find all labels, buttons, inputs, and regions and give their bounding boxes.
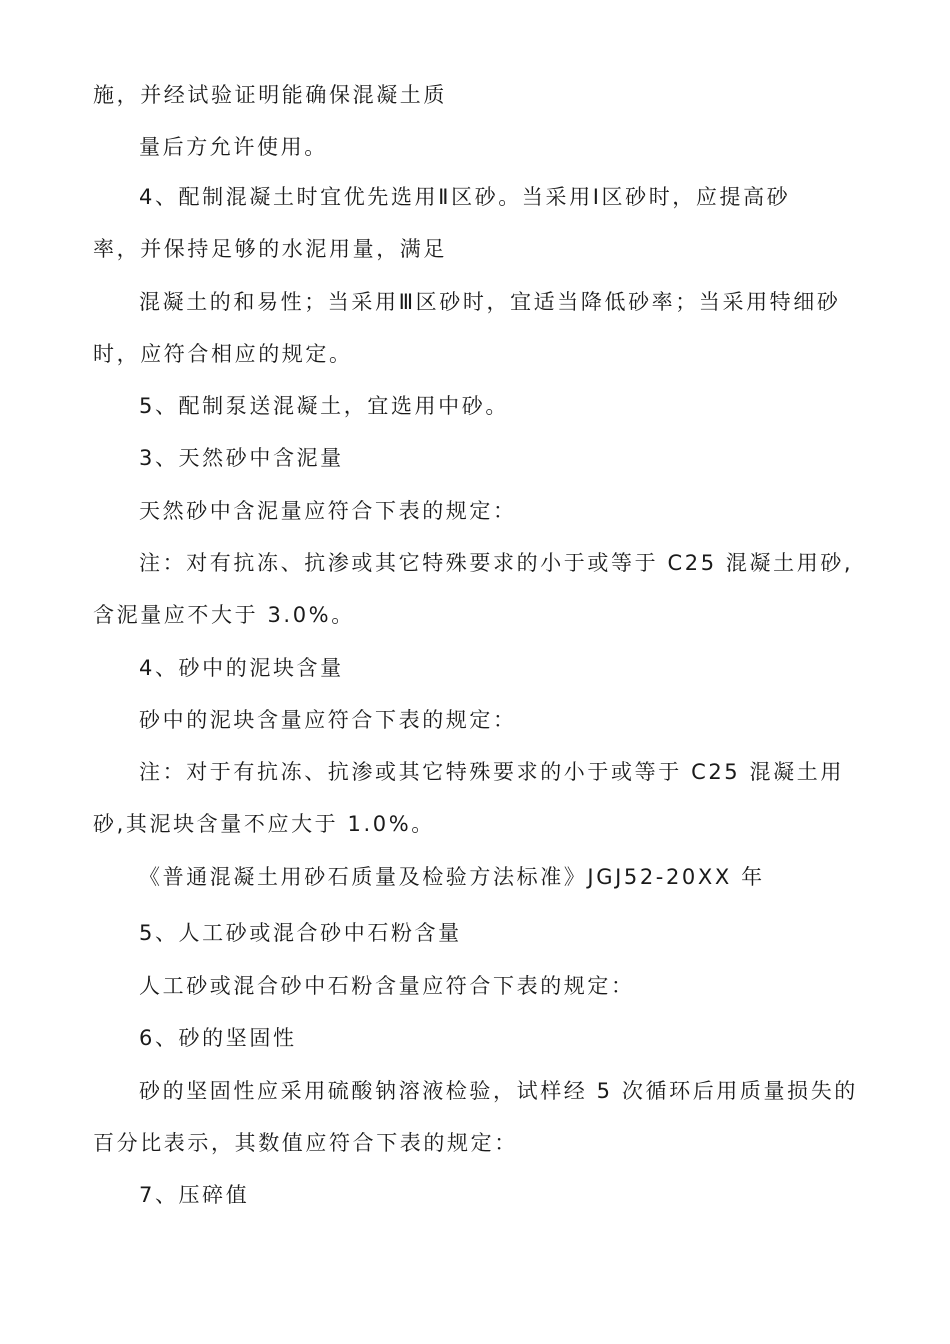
note-line: 含泥量应不大于 3.0%。 [93, 603, 355, 627]
note-line: 砂,其泥块含量不应大于 1.0%。 [93, 812, 435, 836]
paragraph-line: 时，应符合相应的规定。 [93, 342, 353, 366]
section-heading: 5、人工砂或混合砂中石粉含量 [139, 921, 462, 945]
note-line: 注：对于有抗冻、抗渗或其它特殊要求的小于或等于 C25 混凝土用 [139, 760, 844, 784]
paragraph-line: 5、配制泵送混凝土，宜选用中砂。 [139, 394, 509, 418]
paragraph-line: 施，并经试验证明能确保混凝土质 [93, 83, 447, 107]
section-heading: 6、砂的坚固性 [139, 1026, 297, 1050]
paragraph-line: 百分比表示，其数值应符合下表的规定： [93, 1131, 518, 1155]
paragraph-line: 天然砂中含泥量应符合下表的规定： [139, 499, 517, 523]
section-heading: 3、天然砂中含泥量 [139, 446, 344, 470]
paragraph-line: 混凝土的和易性；当采用Ⅲ区砂时，宜适当降低砂率；当采用特细砂 [139, 290, 841, 314]
paragraph-line: 砂的坚固性应采用硫酸钠溶液检验，试样经 5 次循环后用质量损失的 [139, 1079, 858, 1103]
paragraph-line: 砂中的泥块含量应符合下表的规定： [139, 708, 517, 732]
paragraph-line: 率，并保持足够的水泥用量，满足 [93, 237, 447, 261]
paragraph-line: 量后方允许使用。 [139, 135, 328, 159]
paragraph-line: 人工砂或混合砂中石粉含量应符合下表的规定： [139, 974, 635, 998]
paragraph-line: 4、配制混凝土时宜优先选用Ⅱ区砂。当采用Ⅰ区砂时，应提高砂 [139, 185, 791, 209]
section-heading: 7、压碎值 [139, 1183, 250, 1207]
note-line: 注：对有抗冻、抗渗或其它特殊要求的小于或等于 C25 混凝土用砂, [139, 551, 854, 575]
standard-reference: 《普通混凝土用砂石质量及检验方法标准》JGJ52-20XX 年 [139, 865, 765, 889]
section-heading: 4、砂中的泥块含量 [139, 656, 344, 680]
